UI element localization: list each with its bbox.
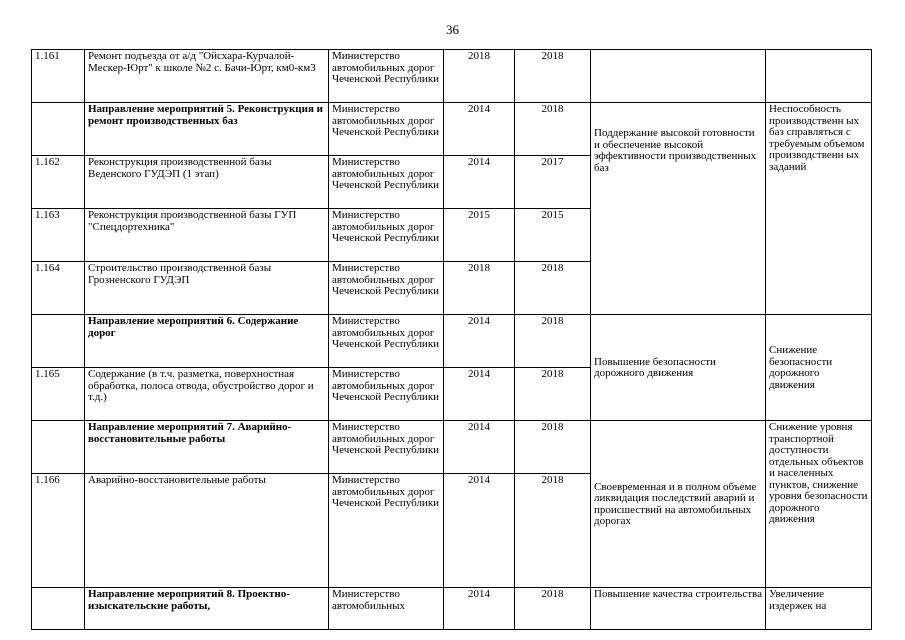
start-year: 2018 [444,262,515,315]
row-number [32,103,85,156]
start-year: 2014 [444,315,515,368]
consequence-cell [766,50,872,103]
end-year: 2018 [515,368,591,421]
table-row [32,103,872,156]
executor: Министерство автомобильных дорог Чеченской Республики [329,421,444,474]
end-year: 2017 [515,156,591,209]
executor: Министерство автомобильных дорог Чеченской Республики [329,50,444,103]
row-number [32,588,85,630]
start-year: 2014 [444,103,515,156]
executor: Министерство автомобильных дорог Чеченской Республики [329,368,444,421]
measure-name: Аварийно-восстановительные работы [85,474,329,588]
measure-name: Реконструкция производственной базы ГУП "Спецдортехника" [85,209,329,262]
executor: Министерство автомобильных дорог Чеченской Республики [329,262,444,315]
expected-result [591,315,766,421]
measure-name: Строительство производственной базы Грозненского ГУДЭП [85,262,329,315]
consequence-text: Увеличение издержек на [769,588,827,612]
executor: Министерство автомобильных дорог Чеченской Республики [329,156,444,209]
measures-table [31,49,872,630]
expected-result-text: Своевременная и в полном объеме ликвидация последствий аварий и происшествий на автомобильных дорогах [594,480,757,527]
start-year: 2014 [444,421,515,474]
table-row [32,315,872,368]
end-year: 2018 [515,588,591,630]
consequence [766,103,872,315]
expected-result-text: Поддержание высокой готовности и обеспечение высокой эффективности производственных баз [594,127,757,174]
start-year: 2018 [444,50,515,103]
row-number [32,315,85,368]
row-number: 1.165 [32,368,85,421]
expected-result-text: Повышение качества строительства [594,588,762,600]
start-year: 2014 [444,474,515,588]
end-year: 2018 [515,262,591,315]
page-number: 36 [446,22,459,37]
row-number: 1.166 [32,474,85,588]
start-year: 2015 [444,209,515,262]
row-number [32,421,85,474]
table-row [32,588,872,630]
end-year: 2018 [515,474,591,588]
measure-name: Содержание (в т.ч. разметка, поверхностная обработка, полоса отвода, обустройство дорог и т.д.) [85,368,329,421]
end-year: 2015 [515,209,591,262]
expected-result-text: Повышение безопасности дорожного движения [594,355,716,379]
expected-result [591,103,766,315]
consequence-text: Неспособность производственн ых баз справляться с требуемым объемом производственн ых заданий [769,103,865,173]
consequence [766,421,872,588]
consequence-text: Снижение безопасности дорожного движения [769,344,833,391]
executor: Министерство автомобильных дорог Чеченской Республики [329,103,444,156]
start-year: 2014 [444,588,515,630]
row-number: 1.164 [32,262,85,315]
row-number: 1.163 [32,209,85,262]
expected-result [591,588,766,630]
table-row [32,421,872,474]
direction-heading: Направление мероприятий 6. Содержание дорог [85,315,329,368]
executor: Министерство автомобильных дорог Чеченской Республики [329,315,444,368]
consequence [766,588,872,630]
direction-heading: Направление мероприятий 5. Реконструкция и ремонт производственных баз [85,103,329,156]
consequence-text: Снижение уровня транспортной доступности отдельных объектов и населенных пунктов, снижение уровня безопасности дорожного движения [769,421,868,525]
start-year: 2014 [444,368,515,421]
executor: Министерство автомобильных дорог Чеченской Республики [329,474,444,588]
start-year: 2014 [444,156,515,209]
consequence [766,315,872,421]
expected-result [591,421,766,588]
end-year: 2018 [515,421,591,474]
end-year: 2018 [515,50,591,103]
row-number: 1.162 [32,156,85,209]
result-cell [591,50,766,103]
executor: Министерство автомобильных [329,588,444,630]
end-year: 2018 [515,103,591,156]
executor: Министерство автомобильных дорог Чеченской Республики [329,209,444,262]
direction-heading: Направление мероприятий 7. Аварийно-восстановительные работы [85,421,329,474]
row-number: 1.161 [32,50,85,103]
table-row [32,50,872,103]
measure-name: Реконструкция производственной базы Веденского ГУДЭП (1 этап) [85,156,329,209]
direction-heading: Направление мероприятий 8. Проектно-изыскательские работы, [85,588,329,630]
end-year: 2018 [515,315,591,368]
measure-name: Ремонт подъезда от а/д "Ойсхара-Курчалой-Мескер-Юрт" к школе №2 с. Бачи-Юрт, км0-км3 [85,50,329,103]
